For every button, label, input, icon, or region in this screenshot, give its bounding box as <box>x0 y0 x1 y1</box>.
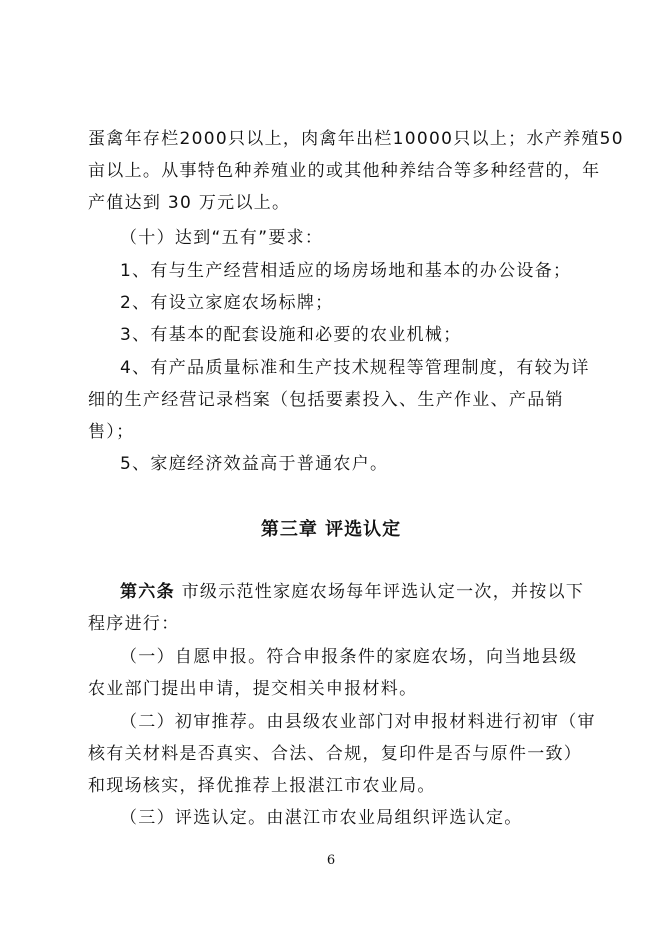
list-item-continuation: 售）； <box>88 422 135 442</box>
procedure-step-continuation: 核有关材料是否真实、合法、合规，复印件是否与原件一致） <box>88 744 583 764</box>
list-item: 5、家庭经济效益高于普通农户。 <box>120 454 389 474</box>
chapter-title: 第三章 评选认定 <box>260 519 402 540</box>
list-item: 4、有产品质量标准和生产技术规程等管理制度，有较为详 <box>120 358 590 378</box>
article-label: 第六条 <box>120 582 175 602</box>
list-item: 3、有基本的配套设施和必要的农业机械； <box>120 325 462 345</box>
procedure-step: （三）评选认定。由湛江市农业局组织评选认定。 <box>120 808 523 828</box>
paragraph-line: 亩以上。从事特色种养殖业的或其他种养结合等多种经营的，年 <box>88 161 601 181</box>
article-line: 程序进行： <box>88 614 180 634</box>
paragraph-line: 产值达到 30 万元以上。 <box>88 193 291 213</box>
article-line <box>120 581 584 603</box>
list-item-continuation: 细的生产经营记录档案（包括要素投入、生产作业、产品销 <box>88 390 564 410</box>
paragraph-line: 蛋禽年存栏2000只以上，肉禽年出栏10000只以上；水产养殖50 <box>88 129 624 149</box>
list-item: 2、有设立家庭农场标牌； <box>120 293 334 313</box>
page-number: 6 <box>326 853 336 868</box>
procedure-step-continuation: 和现场核实，择优推荐上报湛江市农业局。 <box>88 776 436 796</box>
procedure-step: （二）初审推荐。由县级农业部门对申报材料进行初审（审 <box>120 712 596 732</box>
article-text: 市级示范性家庭农场每年评选认定一次，并按以下 <box>174 582 585 602</box>
section-heading: （十）达到“五有”要求： <box>120 228 324 248</box>
list-item: 1、有与生产经营相适应的场房场地和基本的办公设备； <box>120 261 572 281</box>
procedure-step: （一）自愿申报。符合申报条件的家庭农场，向当地县级 <box>120 647 578 667</box>
procedure-step-continuation: 农业部门提出申请，提交相关申报材料。 <box>88 679 418 699</box>
